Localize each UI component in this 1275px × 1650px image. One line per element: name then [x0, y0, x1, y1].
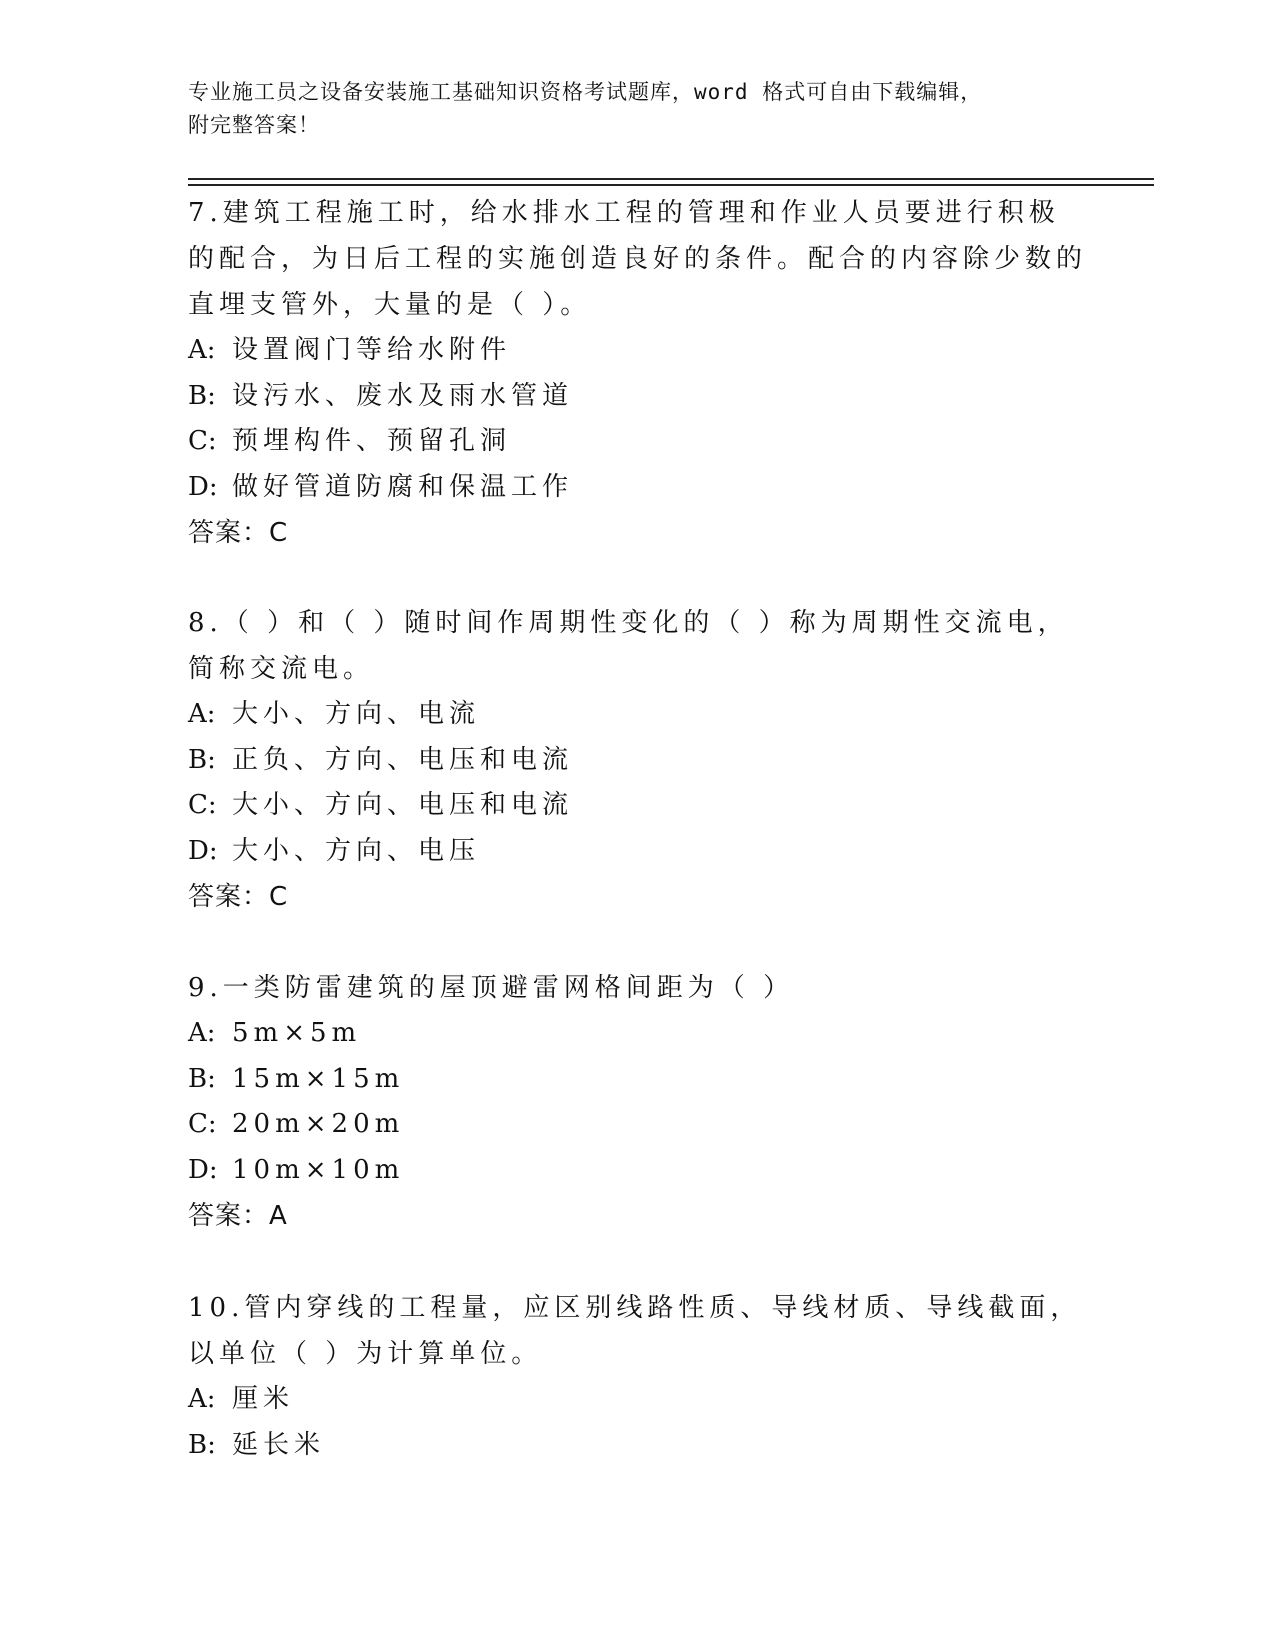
- option-text: 15m×15m: [232, 1063, 405, 1094]
- option-text: 延长米: [232, 1429, 326, 1460]
- option-text: 10m×10m: [232, 1154, 405, 1185]
- option-text: 5m×5m: [232, 1018, 362, 1048]
- option-key: B:: [188, 380, 216, 411]
- option-d: [188, 829, 1088, 875]
- option-a: [188, 328, 1088, 374]
- option-b: [188, 1423, 1088, 1469]
- option-b: [188, 374, 1088, 420]
- option-c: [188, 783, 1088, 829]
- question-10: [188, 1285, 1088, 1468]
- option-text: 20m×20m: [232, 1109, 405, 1139]
- option-key: C:: [188, 1109, 217, 1139]
- question-7: [188, 190, 1088, 556]
- question-stem: 9.一类防雷建筑的屋顶避雷网格间距为（ ）: [188, 973, 795, 1003]
- option-key: B:: [188, 1429, 216, 1460]
- option-key: D:: [188, 835, 218, 866]
- question-stem: 10.管内穿线的工程量，应区别线路性质、导线材质、导线截面，以单位（ ）为计算单位。: [188, 1293, 1082, 1369]
- answer: 答案：C: [188, 518, 289, 548]
- option-d: [188, 465, 1088, 511]
- option-b: [188, 1057, 1088, 1103]
- header-line-1: 专业施工员之设备安装施工基础知识资格考试题库，word 格式可自由下载编辑，: [188, 80, 983, 104]
- option-text: 大小、方向、电流: [232, 699, 481, 729]
- question-stem: 7.建筑工程施工时，给水排水工程的管理和作业人员要进行积极的配合，为日后工程的实施创造良好的条件。配合的内容除少数的直埋支管外，大量的是（ ）。: [188, 198, 1088, 320]
- option-text: 厘米: [232, 1384, 295, 1414]
- question-8: [188, 600, 1088, 920]
- option-key: A:: [188, 1018, 216, 1048]
- option-b: [188, 738, 1088, 784]
- header-line-2: 附完整答案！: [188, 113, 320, 137]
- answer: 答案：C: [188, 882, 289, 912]
- option-text: 大小、方向、电压和电流: [232, 790, 574, 820]
- option-key: C:: [188, 426, 217, 456]
- option-text: 正负、方向、电压和电流: [232, 744, 574, 775]
- document-header: [188, 76, 1088, 142]
- option-key: D:: [188, 1154, 218, 1185]
- option-a: [188, 1011, 1088, 1057]
- option-text: 预埋构件、预留孔洞: [232, 426, 512, 456]
- option-d: [188, 1148, 1088, 1194]
- option-key: D:: [188, 471, 218, 502]
- header-rule-bottom: [188, 184, 1154, 186]
- option-key: B:: [188, 1063, 216, 1094]
- option-key: A:: [188, 335, 216, 365]
- option-c: [188, 1102, 1088, 1148]
- option-a: [188, 692, 1088, 738]
- option-key: C:: [188, 790, 217, 820]
- option-a: [188, 1377, 1088, 1423]
- option-c: [188, 419, 1088, 465]
- answer: 答案：A: [188, 1201, 288, 1231]
- option-text: 设置阀门等给水附件: [232, 335, 512, 365]
- question-stem: 8.（ ）和（ ）随时间作周期性变化的（ ）称为周期性交流电，简称交流电。: [188, 608, 1069, 684]
- header-rule-top: [188, 178, 1154, 180]
- option-key: A:: [188, 699, 216, 729]
- option-text: 设污水、废水及雨水管道: [232, 380, 574, 411]
- option-key: B:: [188, 744, 216, 775]
- option-text: 做好管道防腐和保温工作: [232, 471, 574, 502]
- option-text: 大小、方向、电压: [232, 835, 481, 866]
- option-key: A:: [188, 1384, 216, 1414]
- question-9: [188, 965, 1088, 1239]
